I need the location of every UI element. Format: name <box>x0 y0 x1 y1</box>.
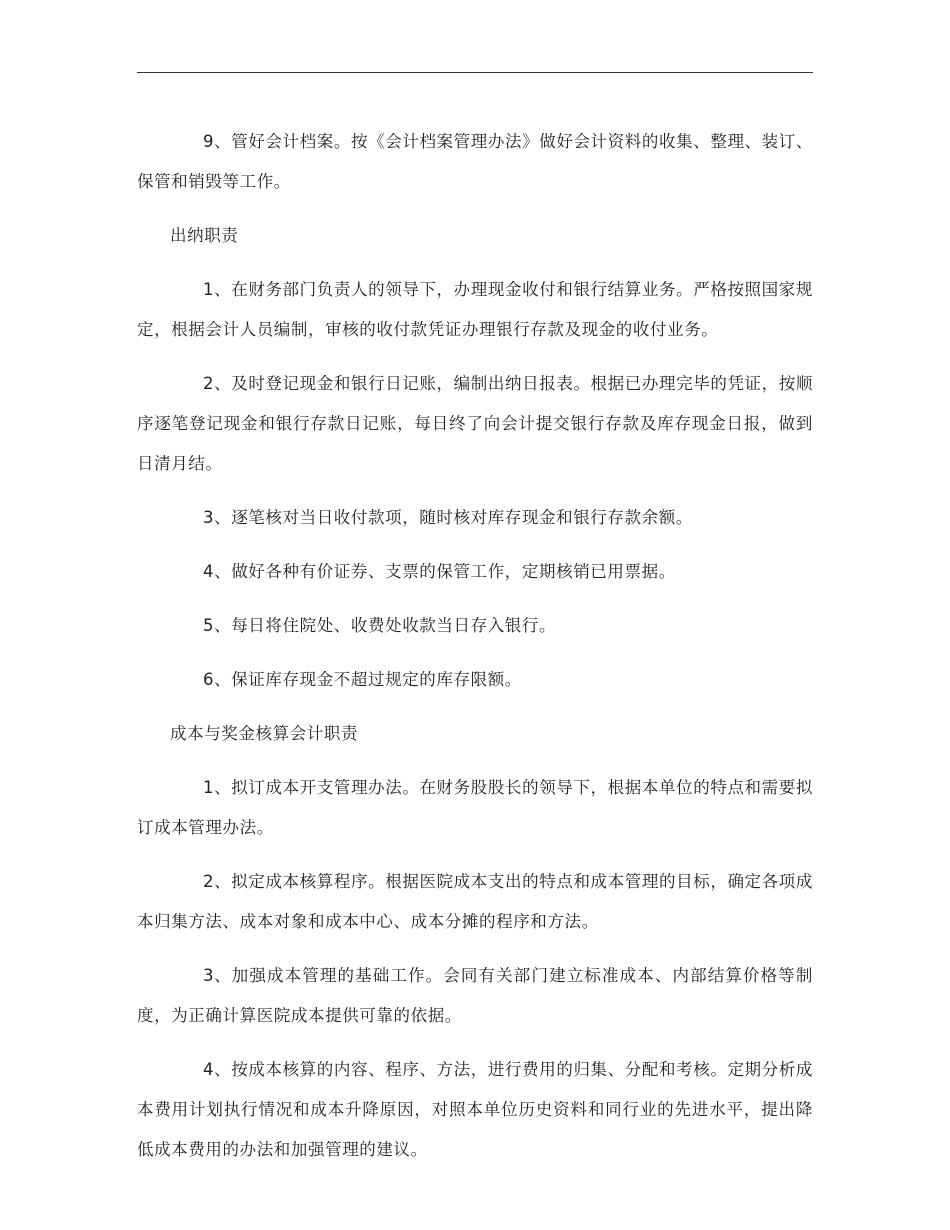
paragraph-text: 管好会计档案。按《会计档案管理办法》做好会计资料的收集、整理、装订、保管和销毁等工作。 <box>137 132 813 191</box>
paragraph-text: 拟定成本核算程序。根据医院成本支出的特点和成本管理的目标，确定各项成本归集方法、成本对象和成本中心、成本分摊的程序和方法。 <box>137 872 813 931</box>
section-heading-cost-accounting: 成本与奖金核算会计职责 <box>170 724 359 743</box>
paragraph-text: 加强成本管理的基础工作。会同有关部门建立标准成本、内部结算价格等制度，为正确计算医院成本提供可靠的依据。 <box>137 966 813 1025</box>
paragraph-cashier-3 <box>137 498 813 538</box>
item-number: 4、 <box>203 1060 232 1079</box>
paragraph-cashier-5 <box>137 606 813 646</box>
paragraph-cost-3 <box>137 956 813 1036</box>
paragraph-archive-9 <box>137 122 813 202</box>
item-number: 2、 <box>203 872 232 891</box>
paragraph-cashier-6 <box>137 660 813 700</box>
item-number: 3、 <box>203 508 232 527</box>
document-body <box>137 122 813 1184</box>
paragraph-text: 及时登记现金和银行日记账，编制出纳日报表。根据已办理完毕的凭证，按顺序逐笔登记现金和银行存款日记账，每日终了向会计提交银行存款及库存现金日报，做到日清月结。 <box>137 374 813 473</box>
paragraph-cost-4 <box>137 1050 813 1170</box>
paragraph-cashier-4 <box>137 552 813 592</box>
item-number: 9、 <box>203 132 232 151</box>
item-number: 3、 <box>203 966 232 985</box>
paragraph-text: 按成本核算的内容、程序、方法，进行费用的归集、分配和考核。定期分析成本费用计划执行情况和成本升降原因，对照本单位历史资料和同行业的先进水平，提出降低成本费用的办法和加强管理的建议。 <box>137 1060 813 1159</box>
paragraph-cashier-1 <box>137 270 813 350</box>
section-heading-cashier: 出纳职责 <box>170 226 239 245</box>
item-number: 5、 <box>203 616 232 635</box>
paragraph-cashier-2 <box>137 364 813 484</box>
item-number: 2、 <box>203 374 232 393</box>
item-number: 6、 <box>203 670 232 689</box>
paragraph-text: 逐笔核对当日收付款项，随时核对库存现金和银行存款余额。 <box>231 508 693 527</box>
paragraph-text: 做好各种有价证券、支票的保管工作，定期核销已用票据。 <box>231 562 676 581</box>
paragraph-text: 每日将住院处、收费处收款当日存入银行。 <box>231 616 557 635</box>
item-number: 1、 <box>203 280 232 299</box>
paragraph-cost-2 <box>137 862 813 942</box>
item-number: 4、 <box>203 562 232 581</box>
paragraph-text: 在财务部门负责人的领导下，办理现金收付和银行结算业务。严格按照国家规定，根据会计人员编制，审核的收付款凭证办理银行存款及现金的收付业务。 <box>137 280 813 339</box>
paragraph-text: 保证库存现金不超过规定的库存限额。 <box>231 670 522 689</box>
header-rule <box>137 72 813 73</box>
item-number: 1、 <box>203 778 232 797</box>
paragraph-cost-1 <box>137 768 813 848</box>
paragraph-text: 拟订成本开支管理办法。在财务股股长的领导下，根据本单位的特点和需要拟订成本管理办法。 <box>137 778 813 837</box>
